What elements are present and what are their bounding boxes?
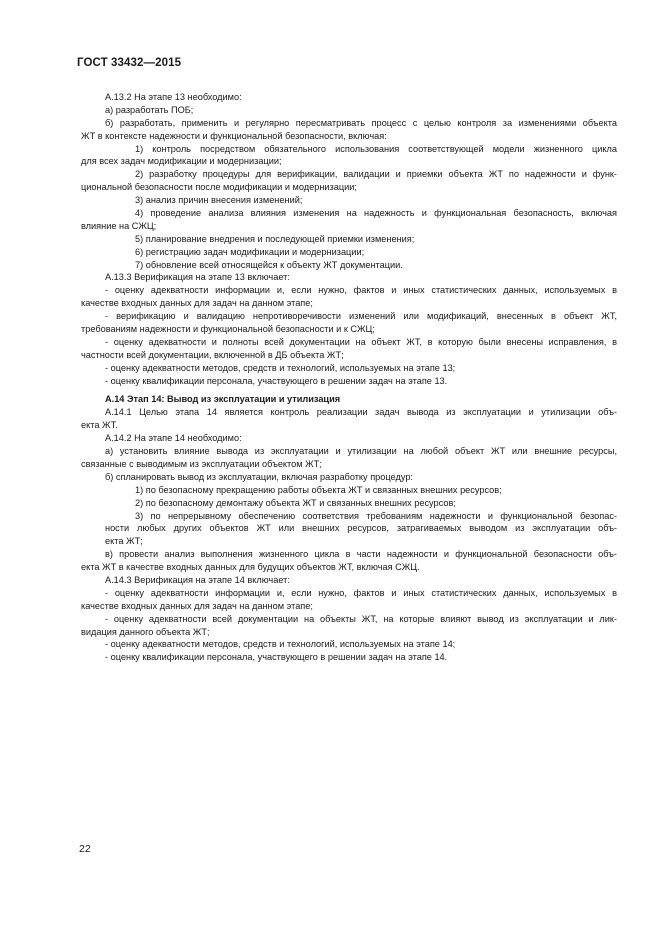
text-line: - оценку адекватности информации и, если нужно, фактов и иных статистических данных, используемых в [105,587,617,598]
text-line: 2) по безопасному демонтажу объекта ЖТ и связанных внешних ресурсов; [135,497,456,508]
text-line: связанные с выводимым из эксплуатации объектом ЖТ; [81,458,322,469]
text-line: екта ЖТ; [105,536,143,547]
text-line: качестве входных данных для задач на данном этапе; [81,298,313,309]
text-line: качестве входных данных для задач на данном этапе; [81,600,313,611]
text-line: 3) анализ причин внесения изменений; [135,195,303,206]
text-line: требованиям надежности и функциональной безопасности и к СЖЦ; [81,324,375,335]
text-line: - оценку адекватности методов, средств и технологий, используемых на этапе 14; [105,639,456,650]
text-line: А.14.2 На этапе 14 необходимо: [105,433,242,444]
text-line: б) спланировать вывод из эксплуатации, включая разработку процедур: [105,471,413,482]
text-line: 1) контроль посредством обязательного использования соответствующей модели жизненного цикла [135,143,617,154]
document-body [81,91,617,664]
text-line: а) разработать ПОБ; [105,104,194,115]
page-header: ГОСТ 33432—2015 [77,57,182,69]
text-line: 6) регистрацию задач модификации и модернизации; [135,246,365,257]
text-line: екта ЖТ. [81,420,118,431]
text-line: - оценку квалификации персонала, участвующего в решении задач на этапе 14. [105,652,448,663]
text-line: 4) проведение анализа влияния изменения на надежность и функциональная безопасность, включая [135,208,617,219]
text-line: 3) по непрерывному обеспечению соответствия требованиям надежности и функциональной безопас- [135,510,617,521]
text-line: ЖТ в контексте надежности и функциональной безопасности, включая: [81,130,387,141]
text-line: влияние на СЖЦ; [81,220,157,231]
text-line: - оценку адекватности информации и, если нужно, фактов и иных статистических данных, используемых в [105,285,617,296]
text-line: - оценку адекватности всей документации на объекты ЖТ, на которые влияют вывод из эксплуатации и лик- [105,613,617,624]
text-line: А.13.2 На этапе 13 необходимо: [105,92,242,102]
text-line: А.13.3 Верификация на этапе 13 включает: [105,272,290,283]
text-line: - оценку квалификации персонала, участвующего в решении задач на этапе 13. [105,375,448,386]
text-line: екта ЖТ в качестве входных данных для будущих объектов ЖТ, включая СЖЦ. [81,562,420,573]
text-line: - оценку адекватности методов, средств и технологий, используемых на этапе 13; [105,362,456,373]
text-line: в) провести анализ выполнения жизненного цикла в части надежности и функциональной безопасности объ- [105,549,617,560]
text-line: 1) по безопасному прекращению работы объекта ЖТ и связанных внешних ресурсов; [135,484,502,495]
text-line: 7) обновление всей относящейся к объекту ЖТ документации. [135,259,403,270]
text-line: циональной безопасности после модификации и модернизации; [81,182,357,193]
page-number: 22 [79,843,91,855]
text-line: 5) планирование внедрения и последующей приемки изменения; [135,233,415,244]
text-line: - верификацию и валидацию непротиворечивости изменений или модификаций, внесенных в объект ЖТ, [105,311,617,322]
text-line: - оценку адекватности и полноты всей документации на объект ЖТ, в которую были внесены исправления, в [105,336,617,347]
text-line: для всех задач модификации и модернизации; [81,156,282,167]
text-line: А.14.1 Целью этапа 14 является контроль реализации задач вывода из эксплуатации и утилизации объ- [105,407,617,418]
section-heading: А.14 Этап 14: Вывод из эксплуатации и утилизация [105,394,341,405]
text-line: ности любых других объектов ЖТ или внешних ресурсов, затрагиваемых выводом из эксплуатации объ- [105,523,617,534]
text-line: частности всей документации, включенной в ДБ объекта ЖТ; [81,349,344,360]
text-line: А.14.3 Верификация на этапе 14 включает: [105,574,290,585]
text-line: видация данного объекта ЖТ; [81,626,210,637]
text-line: б) разработать, применить и регулярно пересматривать процесс с целью контроля за изменениями объекта [105,117,617,128]
text-line: 2) разработку процедуры для верификации, валидации и приемки объекта ЖТ по надежности и функ- [135,169,617,180]
text-line: а) установить влияние вывода из эксплуатации и утилизации на любой объект ЖТ или внешние ресурсы, [105,446,617,457]
